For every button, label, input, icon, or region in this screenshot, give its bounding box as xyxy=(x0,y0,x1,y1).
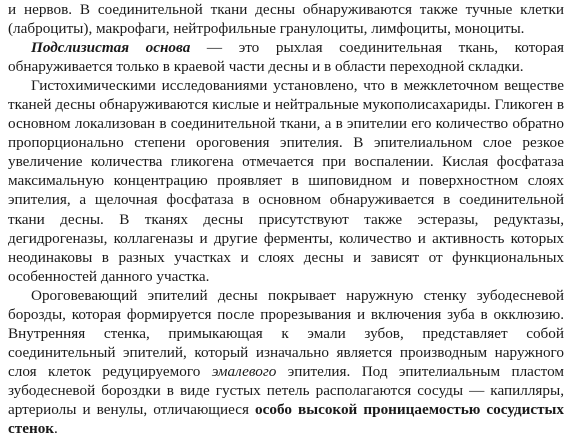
paragraph-4 xyxy=(8,286,564,438)
paragraph-4-text-b: эпителия. Под эпителиальным пластом зубодесневой бороздки в виде густых петель располагаются сосуды — капилляры, артериолы и венулы, отличающиеся xyxy=(8,362,564,418)
term-submucosa: Подслизистая основа xyxy=(31,39,191,57)
paragraph-3: Гистохимическими исследованиями установлено, что в межклеточном веществе тканей десны обнаруживаются кислые и нейтральные мукополисахариды. Гликоген в основном локализован в соединительной ткани, а в эпителии его количество обратно пропорционально степени ороговения эпителия. В эпителиальном слое резкое увеличение количества гликогена отмечается при воспалении. Кислая фосфатаза максимальную концентрацию проявляет в шиповидном и поверхностном слоях эпителия, а щелочная фосфатаза в основном обнаруживается в соединительной ткани десны. В тканях десны присутствуют также эстеразы, редуктазы, дегидрогеназы, коллагеназы и другие ферменты, количество и активность которых неодинаковы в разных участках и слоях десны и зависят от функциональных особенностей данного участка. xyxy=(8,77,564,285)
italic-enamel: эмалевого xyxy=(211,362,277,380)
paragraph-2 xyxy=(8,38,564,76)
paragraph-4-text-a: Ороговевающий эпителий десны покрывает наружную стенку зубодесневой борозды, которая формируется после прорезывания и включения зуба в окклюзию. Внутренняя стенка, примыкающая к эмали зубов, представляет собой соединительный эпителий, который изначально является производным наружного слоя клеток редуцируемого xyxy=(8,286,564,380)
bold-permeability: особо высокой проницаемостью сосудистых стенок xyxy=(8,400,564,438)
paragraph-4-end: . xyxy=(54,420,58,438)
paragraph-2-text: — это рыхлая соединительная ткань, которая обнаруживается только в краевой части десны и в области переходной складки. xyxy=(8,39,564,76)
paragraph-1: и нервов. В соединительной ткани десны обнаруживаются также тучные клетки (лаброциты), макрофаги, нейтрофильные гранулоциты, лимфоциты, моноциты. xyxy=(8,1,564,38)
